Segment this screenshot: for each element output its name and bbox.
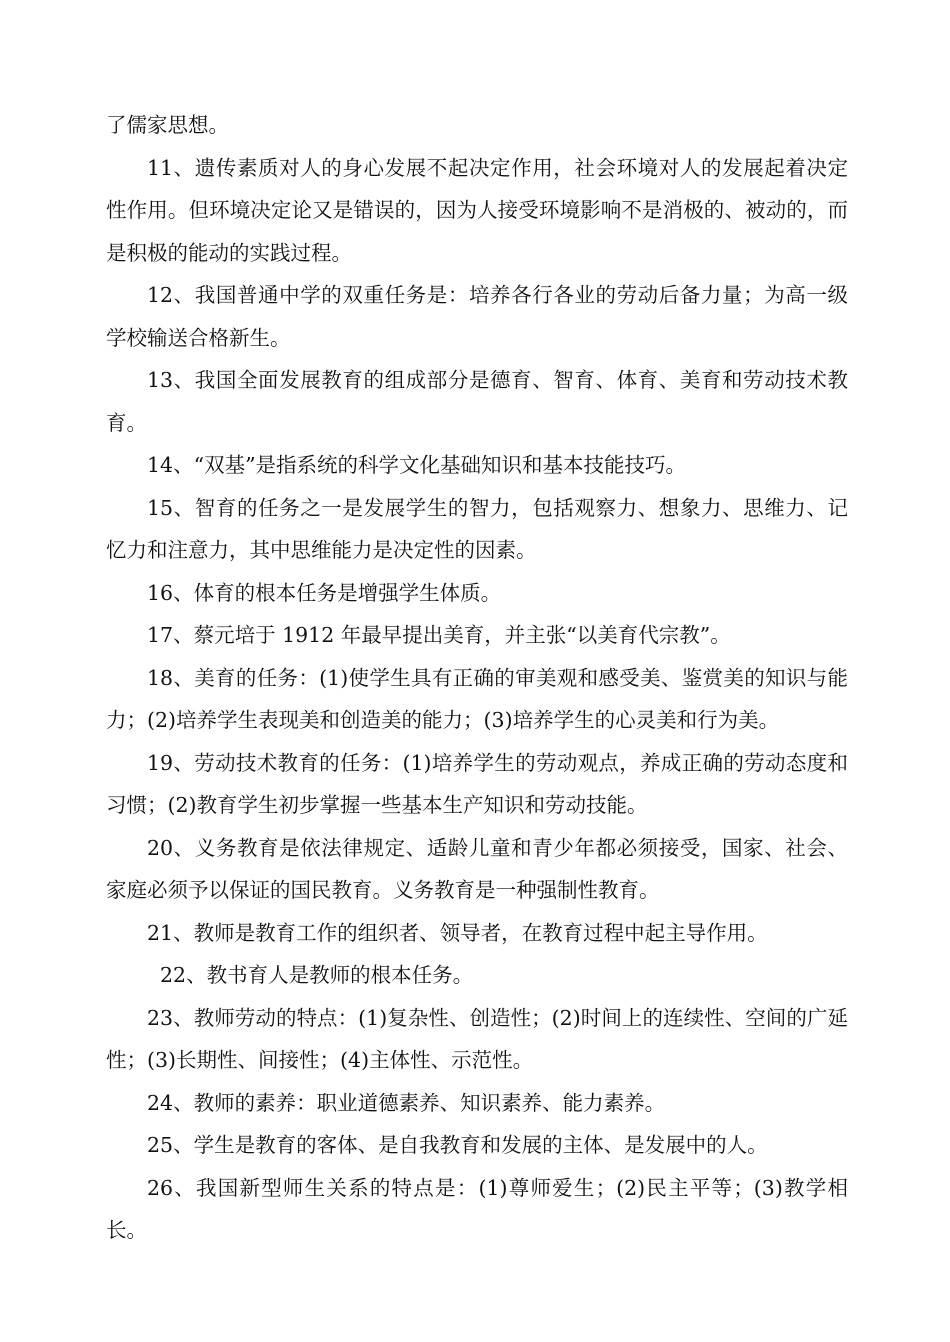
paragraph-item-21: 21、教师是教育工作的组织者、领导者，在教育过程中起主导作用。 bbox=[147, 920, 768, 945]
paragraph-item-25: 25、学生是教育的客体、是自我教育和发展的主体、是发展中的人。 bbox=[147, 1133, 768, 1157]
paragraph-item-23: 23、教师劳动的特点：(1)复杂性、创造性；(2)时间上的连续性、空间的广延性；(3)长期性、间接性；(4)主体性、示范性。 bbox=[106, 1005, 848, 1072]
paragraph-item-18: 18、美育的任务：(1)使学生具有正确的审美观和感受美、鉴赏美的知识与能力；(2)培养学生表现美和创造美的能力；(3)培养学生的心灵美和行为美。 bbox=[106, 665, 848, 732]
paragraph-item-14: 14、“双基”是指系统的科学文化基础知识和基本技能技巧。 bbox=[147, 453, 687, 477]
paragraph-item-17: 17、蔡元培于 1912 年最早提出美育，并主张“以美育代宗教”。 bbox=[147, 623, 731, 647]
paragraph-item-15: 15、智育的任务之一是发展学生的智力，包括观察力、想象力、思维力、记忆力和注意力，其中思维能力是决定性的因素。 bbox=[106, 495, 848, 562]
paragraph-item-11: 11、遗传素质对人的身心发展不起决定作用，社会环境对人的发展起着决定性作用。但环境决定论又是错误的，因为人接受环境影响不是消极的、被动的，而是积极的能动的实践过程。 bbox=[106, 155, 848, 265]
document-body bbox=[106, 104, 848, 1252]
paragraph-item-13: 13、我国全面发展教育的组成部分是德育、智育、体育、美育和劳动技术教育。 bbox=[106, 368, 848, 435]
paragraph-item-19: 19、劳动技术教育的任务：(1)培养学生的劳动观点，养成正确的劳动态度和习惯；(2)教育学生初步掌握一些基本生产知识和劳动技能。 bbox=[106, 750, 848, 817]
paragraph-item-24: 24、教师的素养：职业道德素养、知识素养、能力素养。 bbox=[147, 1090, 666, 1115]
paragraph-continuation: 了儒家思想。 bbox=[106, 113, 229, 137]
paragraph-item-16: 16、体育的根本任务是增强学生体质。 bbox=[147, 580, 502, 605]
paragraph-item-20: 20、义务教育是依法律规定、适龄儿童和青少年都必须接受，国家、社会、家庭必须予以保证的国民教育。义务教育是一种强制性教育。 bbox=[106, 835, 848, 902]
paragraph-item-12: 12、我国普通中学的双重任务是：培养各行各业的劳动后备力量；为高一级学校输送合格新生。 bbox=[106, 283, 848, 350]
paragraph-item-22: 22、教书育人是教师的根本任务。 bbox=[160, 963, 474, 987]
paragraph-item-26: 26、我国新型师生关系的特点是：(1)尊师爱生；(2)民主平等；(3)教学相长。 bbox=[106, 1175, 848, 1242]
